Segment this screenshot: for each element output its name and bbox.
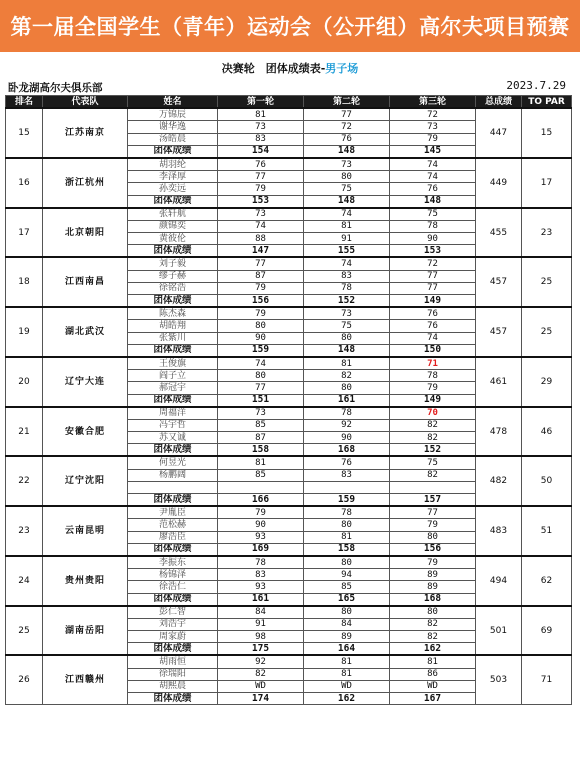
player-name: 张紫川	[128, 332, 218, 344]
round3-score: 86	[390, 668, 476, 680]
team-sum-round1: 156	[218, 295, 304, 308]
round3-score: 72	[390, 108, 476, 121]
round3-score: 77	[390, 282, 476, 294]
round1-score: 84	[218, 606, 304, 619]
team-sum-round3: 149	[390, 295, 476, 308]
round2-score: 92	[304, 419, 390, 431]
team-rank: 25	[6, 606, 43, 656]
team-sum-round3: 148	[390, 195, 476, 208]
team-topar: 46	[522, 407, 572, 457]
team-total: 482	[476, 456, 522, 506]
round1-score: 80	[218, 320, 304, 332]
round3-score: 89	[390, 581, 476, 593]
round2-score: 81	[304, 668, 390, 680]
team-total: 503	[476, 655, 522, 704]
round3-score: 70	[390, 407, 476, 420]
team-topar: 17	[522, 158, 572, 208]
team-name: 辽宁沈阳	[43, 456, 128, 506]
team-rank: 17	[6, 208, 43, 258]
player-name: 王俊旗	[128, 357, 218, 370]
team-sum-round2: 155	[304, 245, 390, 258]
player-row	[6, 606, 572, 619]
team-total: 457	[476, 307, 522, 357]
round2-score: 73	[304, 158, 390, 171]
round1-score: 73	[218, 208, 304, 221]
team-rank: 16	[6, 158, 43, 208]
round2-score: 80	[304, 171, 390, 183]
player-row	[6, 407, 572, 420]
player-name: 郝冠宇	[128, 382, 218, 394]
team-sum-round2: 165	[304, 593, 390, 606]
round2-score: 81	[304, 531, 390, 543]
round1-score: 77	[218, 382, 304, 394]
player-name: 苏又诚	[128, 432, 218, 444]
player-name: 缪子赫	[128, 270, 218, 282]
round1-score: 73	[218, 121, 304, 133]
team-sum-label: 团体成绩	[128, 295, 218, 308]
player-row	[6, 307, 572, 320]
team-sum-label: 团体成绩	[128, 444, 218, 457]
round3-score: 76	[390, 320, 476, 332]
team-total: 501	[476, 606, 522, 656]
round3-score: 82	[390, 631, 476, 643]
player-name: 杨鹏阔	[128, 469, 218, 481]
round2-score: 78	[304, 282, 390, 294]
round2-score: 72	[304, 121, 390, 133]
round3-score: 77	[390, 506, 476, 519]
round3-score: 78	[390, 220, 476, 232]
round2-score: 78	[304, 506, 390, 519]
team-topar: 23	[522, 208, 572, 258]
round2-score: 83	[304, 469, 390, 481]
team-topar: 50	[522, 456, 572, 506]
header-round3: 第三轮	[390, 96, 476, 109]
team-rank: 19	[6, 307, 43, 357]
player-name: 汤皓晨	[128, 133, 218, 145]
player-name: 廖浩臣	[128, 531, 218, 543]
team-sum-round1: 151	[218, 394, 304, 407]
team-name: 安徽合肥	[43, 407, 128, 457]
club-name: 卧龙湖高尔夫俱乐部	[8, 82, 103, 94]
round1-score: 79	[218, 282, 304, 294]
round3-score: 74	[390, 171, 476, 183]
team-sum-round1: 158	[218, 444, 304, 457]
round3-score: 79	[390, 133, 476, 145]
team-topar: 29	[522, 357, 572, 407]
team-sum-round1: 147	[218, 245, 304, 258]
team-name: 江西赣州	[43, 655, 128, 704]
round1-score: 77	[218, 171, 304, 183]
player-name: 徐浩仁	[128, 581, 218, 593]
header-rank: 排名	[6, 96, 43, 109]
player-name: 周福洋	[128, 407, 218, 420]
player-name: 范松赫	[128, 519, 218, 531]
team-sum-round2: 152	[304, 295, 390, 308]
team-sum-round3: 149	[390, 394, 476, 407]
round3-score: 73	[390, 121, 476, 133]
player-name: 万锦辰	[128, 108, 218, 121]
team-rank: 22	[6, 456, 43, 506]
round1-score: 79	[218, 506, 304, 519]
team-total: 449	[476, 158, 522, 208]
round3-score: 75	[390, 208, 476, 221]
team-name: 江苏南京	[43, 108, 128, 158]
team-sum-label: 团体成绩	[128, 195, 218, 208]
player-name: 尹胤臣	[128, 506, 218, 519]
player-name: 胡羽纶	[128, 158, 218, 171]
player-name	[128, 481, 218, 493]
player-name: 阎子立	[128, 370, 218, 382]
player-name: 彭仁智	[128, 606, 218, 619]
round2-score: 75	[304, 183, 390, 195]
team-name: 湖北武汉	[43, 307, 128, 357]
team-sum-round2: 159	[304, 494, 390, 507]
team-topar: 69	[522, 606, 572, 656]
round1-score: WD	[218, 680, 304, 692]
team-sum-round3: 152	[390, 444, 476, 457]
team-name: 辽宁大连	[43, 357, 128, 407]
player-name: 刘浩宇	[128, 618, 218, 630]
team-name: 贵州贵阳	[43, 556, 128, 606]
player-name: 周家蔚	[128, 631, 218, 643]
round3-score: 77	[390, 270, 476, 282]
team-sum-label: 团体成绩	[128, 145, 218, 158]
round3-score: 82	[390, 432, 476, 444]
player-name: 李泽厚	[128, 171, 218, 183]
team-name: 浙江杭州	[43, 158, 128, 208]
round1-score: 93	[218, 581, 304, 593]
team-sum-round1: 174	[218, 693, 304, 705]
player-row	[6, 655, 572, 668]
round2-score: 76	[304, 133, 390, 145]
team-sum-round3: 167	[390, 693, 476, 705]
round2-score: 78	[304, 407, 390, 420]
round1-score: 78	[218, 556, 304, 569]
team-sum-label: 团体成绩	[128, 693, 218, 705]
round1-score: 90	[218, 332, 304, 344]
team-name: 北京朝阳	[43, 208, 128, 258]
team-rank: 18	[6, 257, 43, 307]
round1-score: 88	[218, 233, 304, 245]
round2-score: 80	[304, 382, 390, 394]
round3-score	[390, 481, 476, 493]
round1-score: 81	[218, 108, 304, 121]
team-sum-label: 团体成绩	[128, 543, 218, 556]
round1-score: 87	[218, 432, 304, 444]
team-total: 455	[476, 208, 522, 258]
round2-score: 94	[304, 569, 390, 581]
round3-score: 82	[390, 469, 476, 481]
round1-score: 87	[218, 270, 304, 282]
team-rank: 15	[6, 108, 43, 158]
round1-score	[218, 481, 304, 493]
table-header	[6, 96, 572, 109]
team-topar: 62	[522, 556, 572, 606]
round3-score: 80	[390, 606, 476, 619]
round2-score: 81	[304, 357, 390, 370]
table-body	[6, 108, 572, 705]
round2-score: 82	[304, 370, 390, 382]
round3-score: 79	[390, 556, 476, 569]
round2-score: 89	[304, 631, 390, 643]
team-topar: 71	[522, 655, 572, 704]
round2-score: 76	[304, 456, 390, 469]
team-sum-round3: 145	[390, 145, 476, 158]
team-sum-round2: 158	[304, 543, 390, 556]
round1-score: 74	[218, 357, 304, 370]
player-row	[6, 357, 572, 370]
header-topar: TO PAR	[522, 96, 572, 109]
player-row	[6, 257, 572, 270]
player-name: 徐铭浩	[128, 282, 218, 294]
team-topar: 15	[522, 108, 572, 158]
round-title-highlight: 男子场	[325, 62, 359, 75]
round1-score: 79	[218, 307, 304, 320]
team-sum-round2: 148	[304, 145, 390, 158]
round3-score: 82	[390, 419, 476, 431]
team-sum-round2: 164	[304, 643, 390, 656]
team-sum-label: 团体成绩	[128, 245, 218, 258]
round3-score: 89	[390, 569, 476, 581]
team-total: 447	[476, 108, 522, 158]
team-topar: 51	[522, 506, 572, 556]
player-name: 刘子毅	[128, 257, 218, 270]
round1-score: 77	[218, 257, 304, 270]
team-sum-round1: 175	[218, 643, 304, 656]
player-name: 杨锦泽	[128, 569, 218, 581]
player-name: 黄彼伦	[128, 233, 218, 245]
team-sum-round3: 156	[390, 543, 476, 556]
round3-score: WD	[390, 680, 476, 692]
team-topar: 25	[522, 257, 572, 307]
team-sum-round2: 162	[304, 693, 390, 705]
header-round1: 第一轮	[218, 96, 304, 109]
round1-score: 79	[218, 183, 304, 195]
round3-score: 71	[390, 357, 476, 370]
player-name: 胡熙晨	[128, 680, 218, 692]
team-sum-round1: 161	[218, 593, 304, 606]
player-row	[6, 108, 572, 121]
team-sum-round1: 166	[218, 494, 304, 507]
player-name: 孙奕远	[128, 183, 218, 195]
team-topar: 25	[522, 307, 572, 357]
round3-score: 74	[390, 332, 476, 344]
team-sum-round2: 148	[304, 195, 390, 208]
team-total: 457	[476, 257, 522, 307]
team-rank: 21	[6, 407, 43, 457]
round3-score: 80	[390, 531, 476, 543]
team-sum-round1: 169	[218, 543, 304, 556]
round2-score: 90	[304, 432, 390, 444]
round1-score: 83	[218, 569, 304, 581]
round3-score: 79	[390, 382, 476, 394]
round2-score	[304, 481, 390, 493]
round3-score: 76	[390, 307, 476, 320]
round3-score: 76	[390, 183, 476, 195]
team-sum-round2: 161	[304, 394, 390, 407]
round1-score: 85	[218, 469, 304, 481]
team-sum-round1: 153	[218, 195, 304, 208]
round1-score: 98	[218, 631, 304, 643]
team-sum-round1: 159	[218, 344, 304, 357]
player-name: 冯宇哲	[128, 419, 218, 431]
team-sum-label: 团体成绩	[128, 344, 218, 357]
team-sum-round3: 153	[390, 245, 476, 258]
team-name: 湖南岳阳	[43, 606, 128, 656]
team-rank: 24	[6, 556, 43, 606]
round3-score: 74	[390, 158, 476, 171]
team-rank: 23	[6, 506, 43, 556]
round2-score: 91	[304, 233, 390, 245]
team-total: 483	[476, 506, 522, 556]
team-rank: 26	[6, 655, 43, 704]
round1-score: 92	[218, 655, 304, 668]
player-row	[6, 506, 572, 519]
round1-score: 80	[218, 370, 304, 382]
round1-score: 83	[218, 133, 304, 145]
round2-score: 74	[304, 208, 390, 221]
round3-score: 78	[390, 370, 476, 382]
round3-score: 72	[390, 257, 476, 270]
team-sum-label: 团体成绩	[128, 643, 218, 656]
team-sum-label: 团体成绩	[128, 593, 218, 606]
header-team: 代表队	[43, 96, 128, 109]
player-name: 李振东	[128, 556, 218, 569]
round-title-prefix: 决赛轮 团体成绩表-	[221, 62, 326, 75]
player-name: 胡皓翔	[128, 320, 218, 332]
round2-score: 80	[304, 519, 390, 531]
round3-score: 90	[390, 233, 476, 245]
team-sum-round3: 150	[390, 344, 476, 357]
round2-score: 83	[304, 270, 390, 282]
team-total: 461	[476, 357, 522, 407]
round3-score: 82	[390, 618, 476, 630]
header-round2: 第二轮	[304, 96, 390, 109]
round1-score: 82	[218, 668, 304, 680]
round2-score: 75	[304, 320, 390, 332]
round3-score: 79	[390, 519, 476, 531]
team-sum-round2: 148	[304, 344, 390, 357]
round2-score: WD	[304, 680, 390, 692]
round1-score: 73	[218, 407, 304, 420]
team-sum-label: 团体成绩	[128, 494, 218, 507]
player-row	[6, 158, 572, 171]
round2-score: 80	[304, 556, 390, 569]
header-total: 总成绩	[476, 96, 522, 109]
round3-score: 75	[390, 456, 476, 469]
team-sum-round3: 168	[390, 593, 476, 606]
team-sum-round2: 168	[304, 444, 390, 457]
team-total: 494	[476, 556, 522, 606]
player-name: 谢华逸	[128, 121, 218, 133]
round1-score: 76	[218, 158, 304, 171]
player-row	[6, 556, 572, 569]
round2-score: 81	[304, 655, 390, 668]
player-name: 张轩航	[128, 208, 218, 221]
round-title	[0, 60, 580, 76]
round2-score: 80	[304, 332, 390, 344]
player-name: 何昱光	[128, 456, 218, 469]
team-total: 478	[476, 407, 522, 457]
round2-score: 84	[304, 618, 390, 630]
team-name: 江西南昌	[43, 257, 128, 307]
round2-score: 81	[304, 220, 390, 232]
player-name: 胡雨恒	[128, 655, 218, 668]
team-sum-round3: 162	[390, 643, 476, 656]
round3-score: 81	[390, 655, 476, 668]
team-sum-round3: 157	[390, 494, 476, 507]
event-title: 第一届全国学生（青年）运动会（公开组）高尔夫项目预赛	[10, 15, 570, 39]
round2-score: 80	[304, 606, 390, 619]
player-name: 徐瑞阳	[128, 668, 218, 680]
round1-score: 93	[218, 531, 304, 543]
round2-score: 85	[304, 581, 390, 593]
results-table	[5, 95, 572, 705]
round2-score: 74	[304, 257, 390, 270]
date: 2023.7.29	[506, 79, 566, 92]
team-sum-label: 团体成绩	[128, 394, 218, 407]
round2-score: 73	[304, 307, 390, 320]
header-name: 姓名	[128, 96, 218, 109]
event-banner	[0, 0, 580, 52]
round1-score: 81	[218, 456, 304, 469]
player-row	[6, 208, 572, 221]
team-rank: 20	[6, 357, 43, 407]
team-sum-round1: 154	[218, 145, 304, 158]
player-name: 陈杰森	[128, 307, 218, 320]
round1-score: 91	[218, 618, 304, 630]
team-name: 云南昆明	[43, 506, 128, 556]
player-row	[6, 456, 572, 469]
round1-score: 90	[218, 519, 304, 531]
round1-score: 74	[218, 220, 304, 232]
player-name: 颜锦奕	[128, 220, 218, 232]
round1-score: 85	[218, 419, 304, 431]
round2-score: 77	[304, 108, 390, 121]
